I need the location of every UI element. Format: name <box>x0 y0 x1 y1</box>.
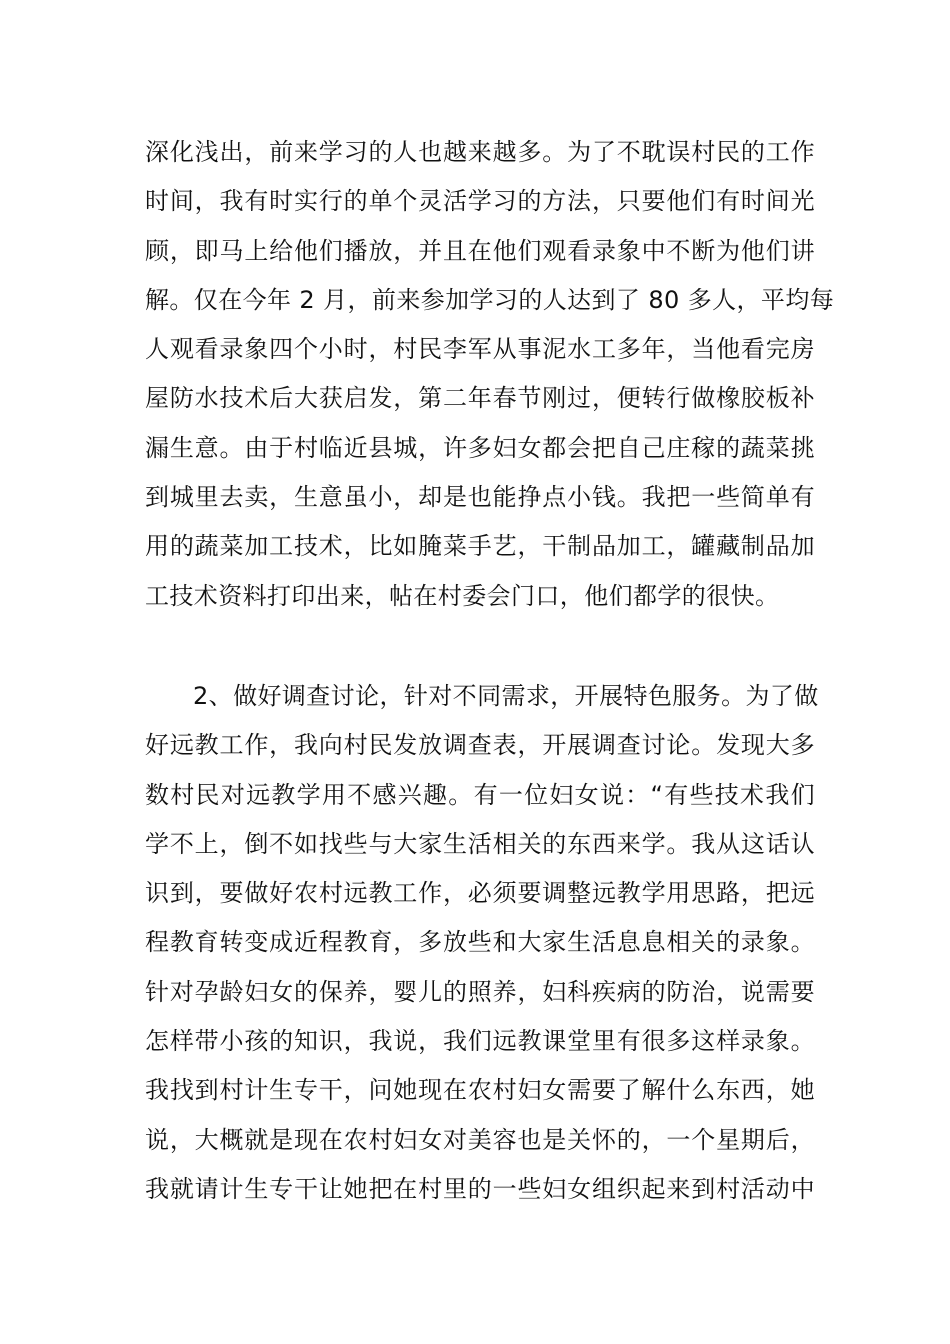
text-line: 说，大概就是现在农村妇女对美容也是关怀的，一个星期后， <box>145 1125 815 1154</box>
text-line: 我找到村计生专干，问她现在农村妇女需要了解什么东西，她 <box>145 1076 815 1105</box>
text-line: 顾，即马上给他们播放，并且在他们观看录象中不断为他们讲 <box>145 236 815 265</box>
text-line: 数村民对远教学用不感兴趣。有一位妇女说：“有些技术我们 <box>145 780 815 809</box>
text-line: 漏生意。由于村临近县城，许多妇女都会把自己庄稼的蔬菜挑 <box>145 433 815 462</box>
text-line: 怎样带小孩的知识，我说，我们远教课堂里有很多这样录象。 <box>145 1027 815 1056</box>
text-line: 我就请计生专干让她把在村里的一些妇女组织起来到村活动中 <box>145 1174 815 1203</box>
text-line: 屋防水技术后大获启发，第二年春节刚过，便转行做橡胶板补 <box>145 384 815 413</box>
text-line: 解。仅在今年 2 月，前来参加学习的人达到了 80 多人，平均每 <box>145 285 835 314</box>
text-line: 到城里去卖，生意虽小，却是也能挣点小钱。我把一些简单有 <box>145 483 815 512</box>
paragraph-2 <box>145 672 819 1214</box>
text-line: 学不上，倒不如找些与大家生活相关的东西来学。我从这话认 <box>145 829 815 858</box>
paragraph-1 <box>145 128 835 621</box>
text-line: 工技术资料打印出来，帖在村委会门口，他们都学的很快。 <box>145 581 780 610</box>
text-line: 识到，要做好农村远教工作，必须要调整远教学用思路，把远 <box>145 879 815 908</box>
text-line: 人观看录象四个小时，村民李军从事泥水工多年，当他看完房 <box>145 335 815 364</box>
text-line: 用的蔬菜加工技术，比如腌菜手艺，干制品加工，罐藏制品加 <box>145 532 815 561</box>
text-line: 针对孕龄妇女的保养，婴儿的照养，妇科疾病的防治，说需要 <box>145 977 815 1006</box>
text-line: 程教育转变成近程教育，多放些和大家生活息息相关的录象。 <box>145 928 815 957</box>
text-line: 时间，我有时实行的单个灵活学习的方法，只要他们有时间光 <box>145 187 815 216</box>
text-line: 好远教工作，我向村民发放调查表，开展调查讨论。发现大多 <box>145 731 815 760</box>
text-line: 深化浅出，前来学习的人也越来越多。为了不耽误村民的工作 <box>145 138 815 166</box>
text-line: 2、做好调查讨论，针对不同需求，开展特色服务。为了做 <box>193 682 819 710</box>
